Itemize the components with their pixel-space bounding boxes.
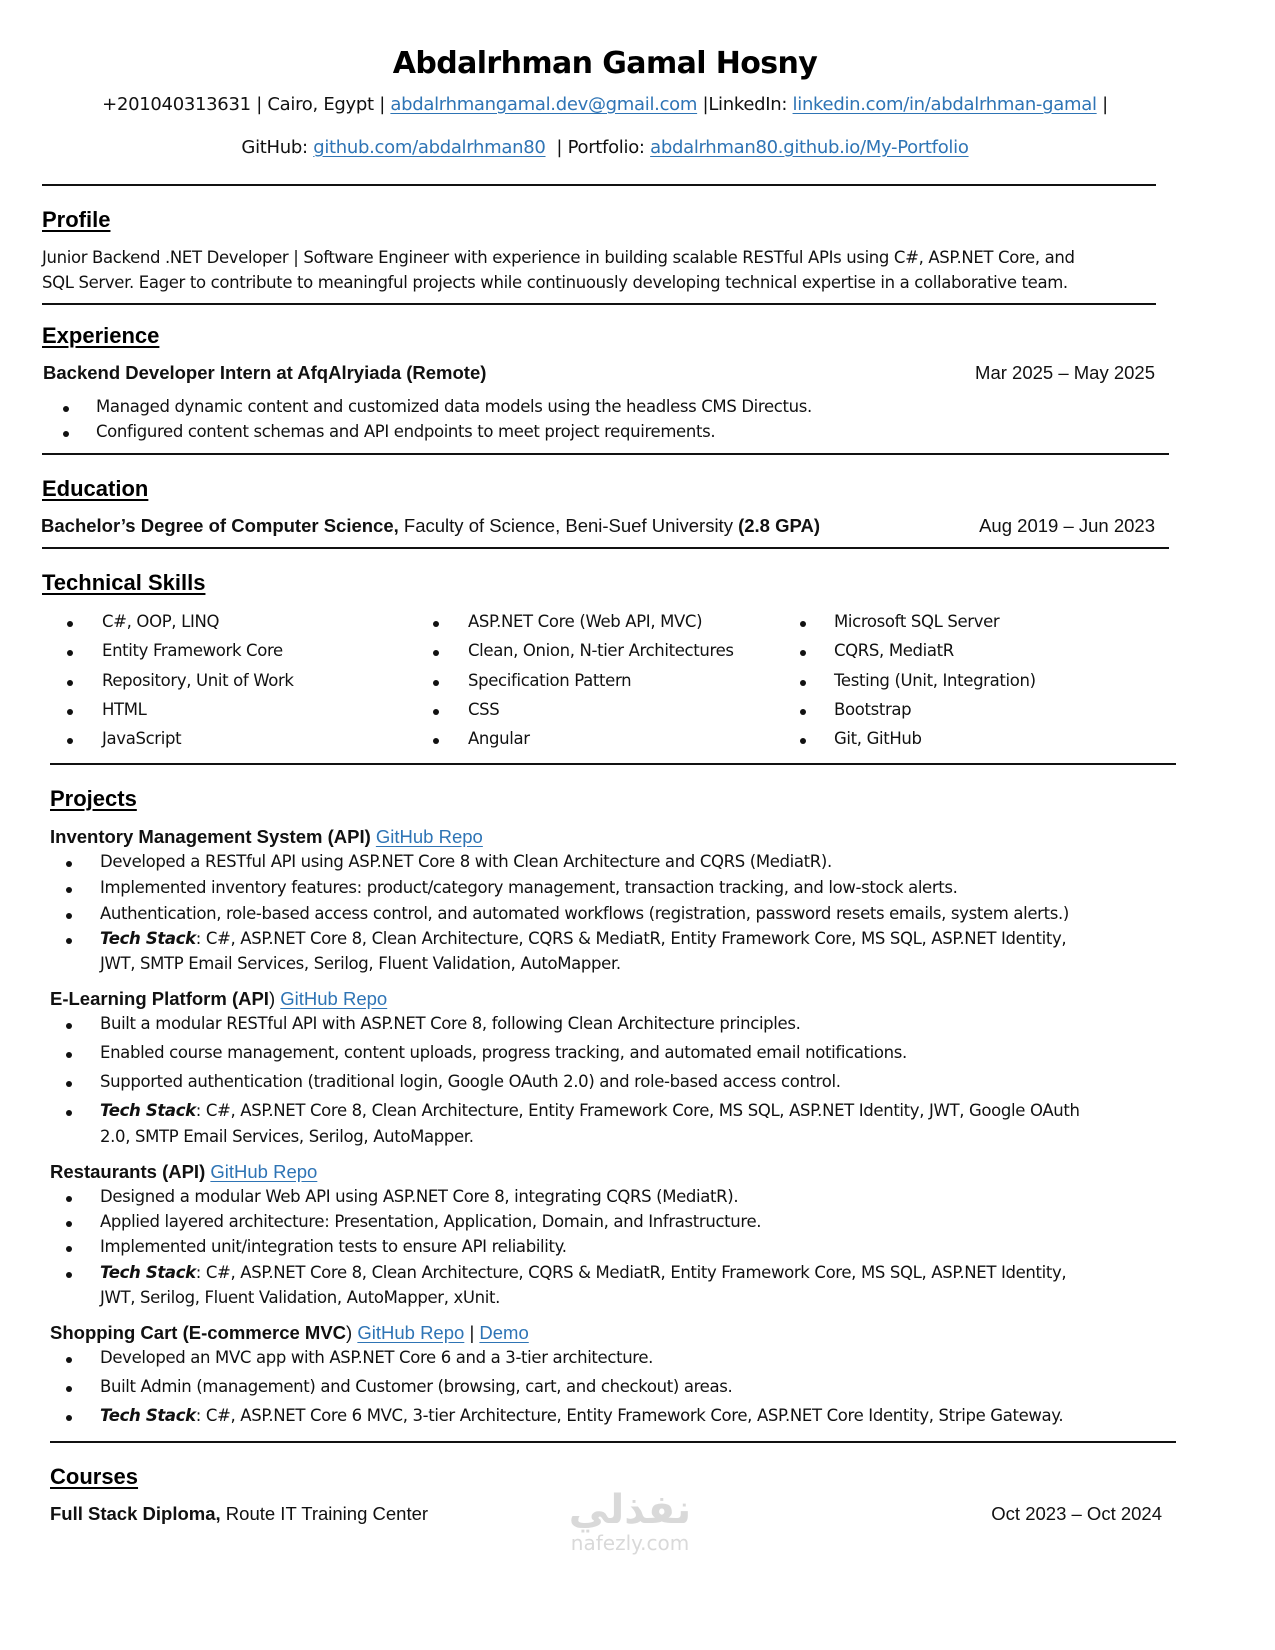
phone: +201040313631: [102, 94, 251, 115]
section-title-profile: Profile: [42, 207, 111, 232]
section-title-courses: Courses: [50, 1464, 139, 1489]
tech-stack-continued: JWT, SMTP Email Services, Serilog, Fluent Validation, AutoMapper.: [100, 954, 621, 973]
tech-stack: [100, 929, 1066, 948]
degree: Bachelor’s Degree of Computer Science,: [41, 515, 399, 536]
skill-item: HTML: [102, 700, 147, 719]
tech-stack-label: Tech Stack: [100, 1101, 196, 1120]
contact-line-2: [0, 137, 1210, 158]
profile-line: Junior Backend .NET Developer | Software Engineer with experience in building scalable RESTful APIs using C#, ASP.NET Core, and: [42, 248, 1075, 267]
bullet-icon: [66, 1052, 72, 1058]
bullet-icon: [66, 1110, 72, 1116]
bullet-icon: [66, 913, 72, 919]
institution: Faculty of Science, Beni-Suef University: [403, 515, 733, 536]
project-bullet: Applied layered architecture: Presentation, Application, Domain, and Infrastructure.: [100, 1212, 762, 1231]
bullet-icon: [66, 1023, 72, 1029]
job-dates: Mar 2025 – May 2025: [975, 362, 1155, 383]
skill-item: Entity Framework Core: [102, 641, 283, 660]
tech-stack-text: : C#, ASP.NET Core 8, Clean Architecture, CQRS & MediatR, Entity Framework Core, MS SQL, ASP.NET Identity,: [195, 1263, 1067, 1282]
separator: |: [1102, 94, 1108, 115]
bullet-icon: [67, 621, 73, 627]
watermark-arabic: نفذلي: [568, 1487, 692, 1533]
skill-item: Git, GitHub: [834, 729, 922, 748]
skill-item: Angular: [468, 729, 530, 748]
skill-item: Testing (Unit, Integration): [834, 671, 1036, 690]
project-name-tail: ): [346, 1322, 353, 1343]
skill-item: CQRS, MediatR: [834, 641, 954, 660]
project-bullet: Designed a modular Web API using ASP.NET Core 8, integrating CQRS (MediatR).: [100, 1187, 739, 1206]
section-title-projects: Projects: [50, 786, 137, 811]
section-title-experience: Experience: [42, 323, 160, 348]
project-name: Shopping Cart (E-commerce MVC: [50, 1322, 347, 1343]
portfolio-link[interactable]: abdalrhman80.github.io/My-Portfolio: [650, 137, 969, 158]
github-repo-link[interactable]: GitHub Repo: [375, 826, 483, 847]
bullet-icon: [66, 1081, 72, 1087]
tech-stack-text: : C#, ASP.NET Core 6 MVC, 3-tier Architecture, Entity Framework Core, ASP.NET Core Identity, Stripe Gateway.: [195, 1406, 1064, 1425]
divider: [42, 453, 1169, 455]
bullet-icon: [66, 1272, 72, 1278]
project-title: [50, 1322, 529, 1344]
gpa: (2.8 GPA): [738, 515, 820, 536]
divider: [50, 763, 1176, 765]
project-bullet: Built a modular RESTful API with ASP.NET Core 8, following Clean Architecture principles.: [100, 1014, 801, 1033]
education-dates: Aug 2019 – Jun 2023: [979, 515, 1155, 536]
bullet-icon: [66, 938, 72, 944]
linkedin-link[interactable]: linkedin.com/in/abdalrhman-gamal: [792, 94, 1097, 115]
skill-item: Microsoft SQL Server: [834, 612, 1000, 631]
skill-item: C#, OOP, LINQ: [102, 612, 220, 631]
job-bullet: Managed dynamic content and customized data models using the headless CMS Directus.: [96, 397, 812, 416]
github-link[interactable]: github.com/abdalrhman80: [313, 137, 546, 158]
bullet-icon: [66, 1246, 72, 1252]
skill-item: CSS: [468, 700, 500, 719]
bullet-icon: [66, 1221, 72, 1227]
separator: |: [556, 137, 563, 158]
email-link[interactable]: abdalrhmangamal.dev@gmail.com: [390, 94, 698, 115]
project-name: Inventory Management System (API): [50, 826, 371, 847]
profile-line: SQL Server. Eager to contribute to meaningful projects while continuously developing technical expertise in a collaborative team.: [42, 273, 1068, 292]
job-title: Backend Developer Intern at AfqAlryiada (Remote): [43, 362, 487, 383]
project-title: [50, 1161, 317, 1183]
separator: |: [256, 94, 262, 115]
bullet-icon: [800, 709, 806, 715]
watermark-site: nafezly.com: [570, 1531, 690, 1555]
demo-link[interactable]: Demo: [479, 1322, 529, 1343]
tech-stack-label: Tech Stack: [100, 1263, 196, 1282]
skill-item: Clean, Onion, N-tier Architectures: [468, 641, 734, 660]
divider: [42, 184, 1156, 186]
location: Cairo, Egypt: [267, 94, 374, 115]
bullet-icon: [800, 650, 806, 656]
portfolio-label: Portfolio:: [567, 137, 645, 158]
watermark-logo: [560, 1488, 700, 1554]
tech-stack-continued: 2.0, SMTP Email Services, Serilog, AutoMapper.: [100, 1127, 474, 1146]
tech-stack: [100, 1406, 1063, 1425]
divider: [50, 1441, 1176, 1443]
course-dates: Oct 2023 – Oct 2024: [991, 1503, 1162, 1524]
github-label: GitHub:: [241, 137, 308, 158]
bullet-icon: [67, 650, 73, 656]
tech-stack-text: : C#, ASP.NET Core 8, Clean Architecture, CQRS & MediatR, Entity Framework Core, MS SQL, ASP.NET Identity,: [195, 929, 1067, 948]
course-entry: [50, 1503, 428, 1525]
course-name: Full Stack Diploma,: [50, 1503, 221, 1524]
job-bullet: Configured content schemas and API endpoints to meet project requirements.: [96, 422, 716, 441]
bullet-icon: [67, 738, 73, 744]
bullet-icon: [63, 431, 69, 437]
project-bullet: Implemented inventory features: product/category management, transaction tracking, and low-stock alerts.: [100, 878, 958, 897]
separator: |: [702, 94, 709, 115]
bullet-icon: [67, 709, 73, 715]
linkedin-label: LinkedIn:: [708, 94, 788, 115]
project-bullet: Enabled course management, content uploads, progress tracking, and automated email notifications.: [100, 1043, 907, 1062]
contact-line-1: [0, 94, 1210, 115]
project-bullet: Supported authentication (traditional login, Google OAuth 2.0) and role-based access control.: [100, 1072, 841, 1091]
skill-item: Specification Pattern: [468, 671, 632, 690]
bullet-icon: [433, 650, 439, 656]
skill-item: Repository, Unit of Work: [102, 671, 294, 690]
bullet-icon: [66, 1415, 72, 1421]
tech-stack-text: : C#, ASP.NET Core 8, Clean Architecture, Entity Framework Core, MS SQL, ASP.NET Identity, JWT, Google OAuth: [195, 1101, 1080, 1120]
tech-stack: [100, 1263, 1066, 1282]
divider: [42, 547, 1169, 549]
project-bullet: Developed an MVC app with ASP.NET Core 6 and a 3-tier architecture.: [100, 1348, 654, 1367]
bullet-icon: [67, 680, 73, 686]
divider: [42, 303, 1156, 305]
separator: |: [469, 1322, 475, 1343]
project-title: [50, 826, 483, 848]
bullet-icon: [66, 1196, 72, 1202]
project-bullet: Implemented unit/integration tests to ensure API reliability.: [100, 1237, 567, 1256]
project-title: [50, 988, 387, 1010]
tech-stack-continued: JWT, Serilog, Fluent Validation, AutoMapper, xUnit.: [100, 1288, 500, 1307]
skill-item: Bootstrap: [834, 700, 912, 719]
section-title-education: Education: [42, 476, 149, 501]
course-provider: Route IT Training Center: [225, 1503, 429, 1524]
bullet-icon: [433, 680, 439, 686]
project-bullet: Authentication, role-based access control, and automated workflows (registration, password resets emails, system alerts.): [100, 904, 1069, 923]
bullet-icon: [433, 709, 439, 715]
bullet-icon: [66, 861, 72, 867]
project-bullet: Developed a RESTful API using ASP.NET Core 8 with Clean Architecture and CQRS (MediatR).: [100, 852, 832, 871]
tech-stack: [100, 1101, 1080, 1120]
bullet-icon: [800, 738, 806, 744]
github-repo-link[interactable]: GitHub Repo: [210, 1161, 318, 1182]
bullet-icon: [66, 1386, 72, 1392]
github-repo-link[interactable]: GitHub Repo: [357, 1322, 465, 1343]
project-bullet: Built Admin (management) and Customer (browsing, cart, and checkout) areas.: [100, 1377, 733, 1396]
project-name: Restaurants (API): [50, 1161, 206, 1182]
skill-item: ASP.NET Core (Web API, MVC): [468, 612, 703, 631]
bullet-icon: [433, 621, 439, 627]
bullet-icon: [433, 738, 439, 744]
skill-item: JavaScript: [102, 729, 182, 748]
tech-stack-label: Tech Stack: [100, 929, 196, 948]
bullet-icon: [66, 887, 72, 893]
bullet-icon: [800, 621, 806, 627]
github-repo-link[interactable]: GitHub Repo: [280, 988, 388, 1009]
bullet-icon: [800, 680, 806, 686]
education-entry: [41, 515, 820, 537]
bullet-icon: [63, 406, 69, 412]
separator: |: [379, 94, 385, 115]
project-name-tail: ): [268, 988, 276, 1009]
tech-stack-label: Tech Stack: [100, 1406, 196, 1425]
candidate-name: Abdalrhman Gamal Hosny: [392, 46, 818, 81]
project-name: E-Learning Platform (API: [50, 988, 269, 1009]
section-title-skills: Technical Skills: [42, 570, 206, 595]
bullet-icon: [66, 1357, 72, 1363]
